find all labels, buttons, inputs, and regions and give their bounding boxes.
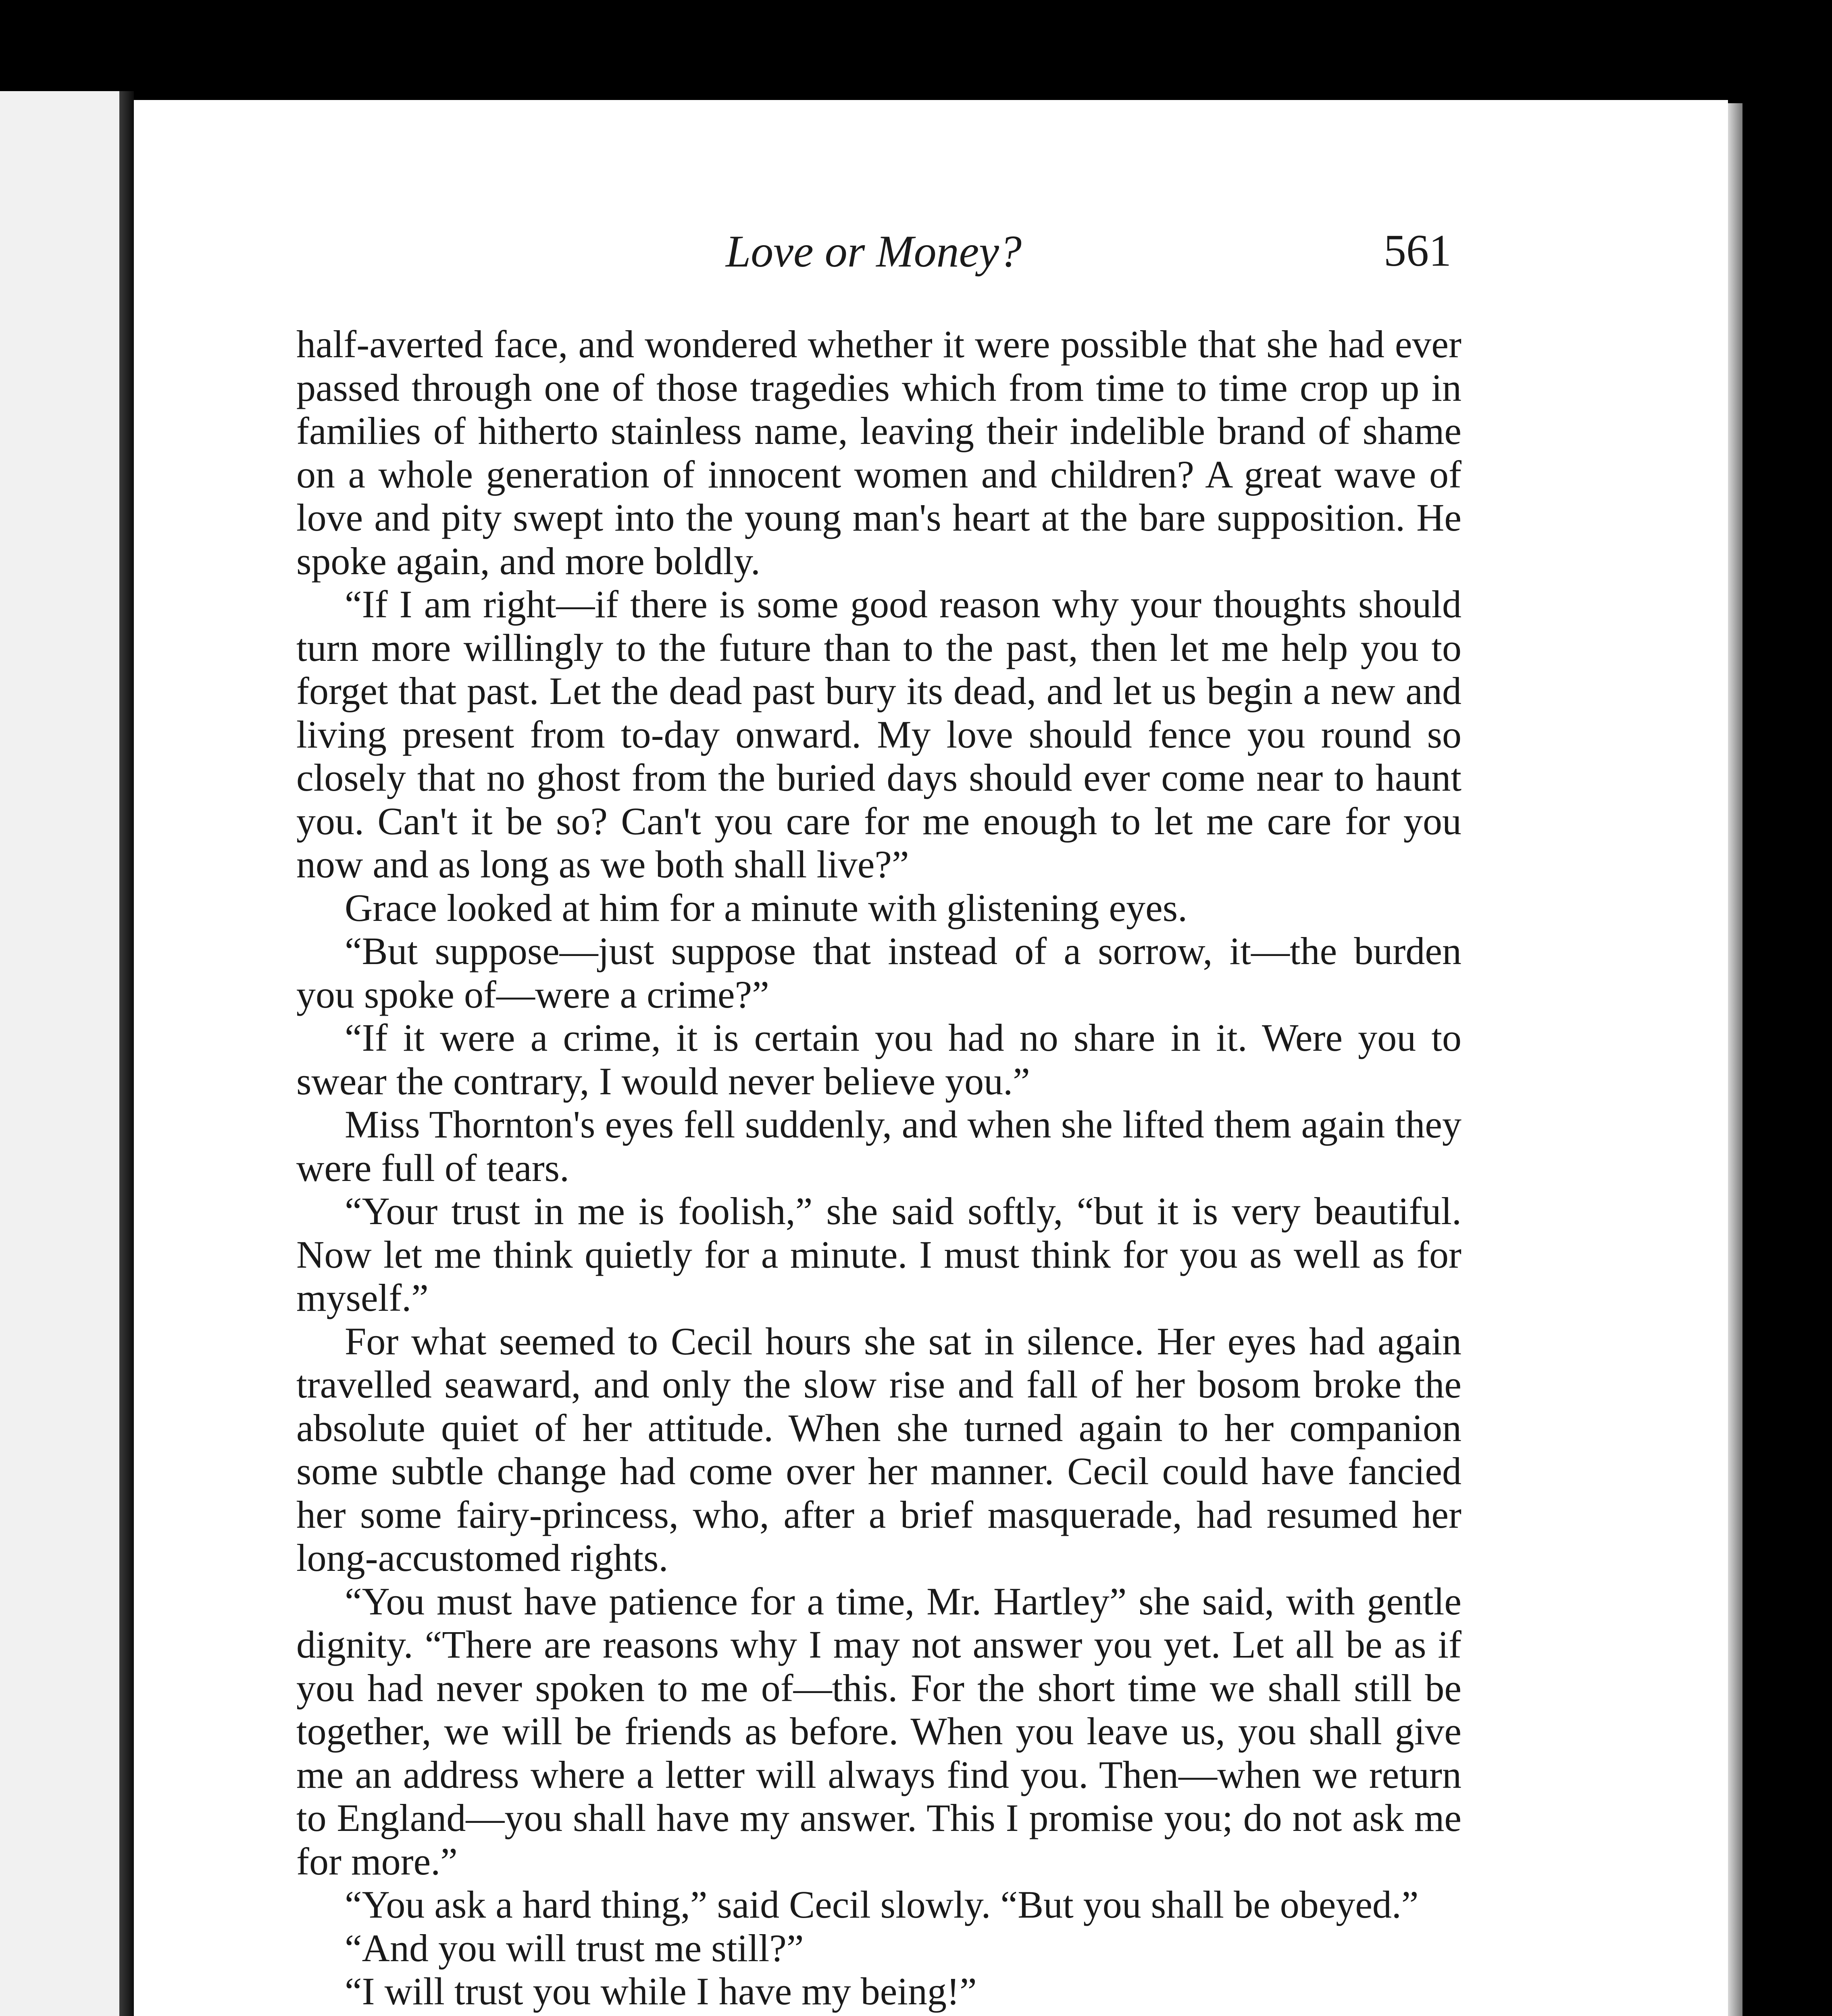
page-number: 561	[1384, 226, 1451, 276]
paragraph: “You must have patience for a time, Mr. Hartley” she said, with gentle dignity. “There are reasons why I may not answer you yet. Let all be as if you had never spoken to me of—this. For the short time we shall still be together, we will be friends as before. When you leave us, you shall give me an address where a letter will always find you. Then—when we return to England—you shall have my answer. This I promise you; do not ask me for more.”	[296, 1579, 1461, 1883]
paragraph: “Your trust in me is foolish,” she said softly, “but it is very beautiful. Now let me think quietly for a minute. I must think for you as well as for myself.”	[296, 1189, 1461, 1319]
book-gutter	[119, 91, 134, 2016]
page-edge-shadow	[1728, 103, 1742, 2016]
paragraph: Grace looked at him for a minute with glistening eyes.	[345, 886, 1188, 929]
paragraph: “If it were a crime, it is certain you had no share in it. Were you to swear the contrary, I would never believe you.”	[296, 1016, 1461, 1103]
paragraph: half-averted face, and wondered whether it were possible that she had ever passed through one of those tragedies which from time to time crop up in families of hitherto stainless name, leaving their indelible brand of shame on a whole generation of innocent women and children? A great wave of love and pity swept into the young man's heart at the bare supposition. He spoke again, and more boldly.	[296, 323, 1461, 583]
paragraph: “If I am right—if there is some good reason why your thoughts should turn more willingly to the future than to the past, then let me help you to forget that past. Let the dead past bury its dead, and let us begin a new and living present from to-day onward. My love should fence you round so closely that no ghost from the buried days should ever come near to haunt you. Can't it be so? Can't you care for me enough to let me care for you now and as long as we both shall live?”	[296, 583, 1461, 886]
body-text	[296, 323, 1461, 2013]
paragraph: For what seemed to Cecil hours she sat in silence. Her eyes had again travelled seaward, and only the slow rise and fall of her bosom broke the absolute quiet of her attitude. When she turned again to her companion some subtle change had come over her manner. Cecil could have fancied her some fairy-princess, who, after a brief masquerade, had resumed her long-accustomed rights.	[296, 1319, 1461, 1579]
paragraph: “I will trust you while I have my being!”	[345, 1970, 977, 2013]
previous-page-strip	[0, 91, 134, 2016]
running-title: Love or Money?	[726, 227, 1022, 277]
paragraph: “And you will trust me still?”	[345, 1926, 804, 1970]
paragraph: “You ask a hard thing,” said Cecil slowly. “But you shall be obeyed.”	[345, 1883, 1419, 1926]
page-header	[161, 121, 1451, 277]
paragraph: “But suppose—just suppose that instead of a sorrow, it—the burden you spoke of—were a crime?”	[296, 929, 1461, 1016]
paragraph: Miss Thornton's eyes fell suddenly, and when she lifted them again they were full of tears.	[296, 1103, 1461, 1189]
